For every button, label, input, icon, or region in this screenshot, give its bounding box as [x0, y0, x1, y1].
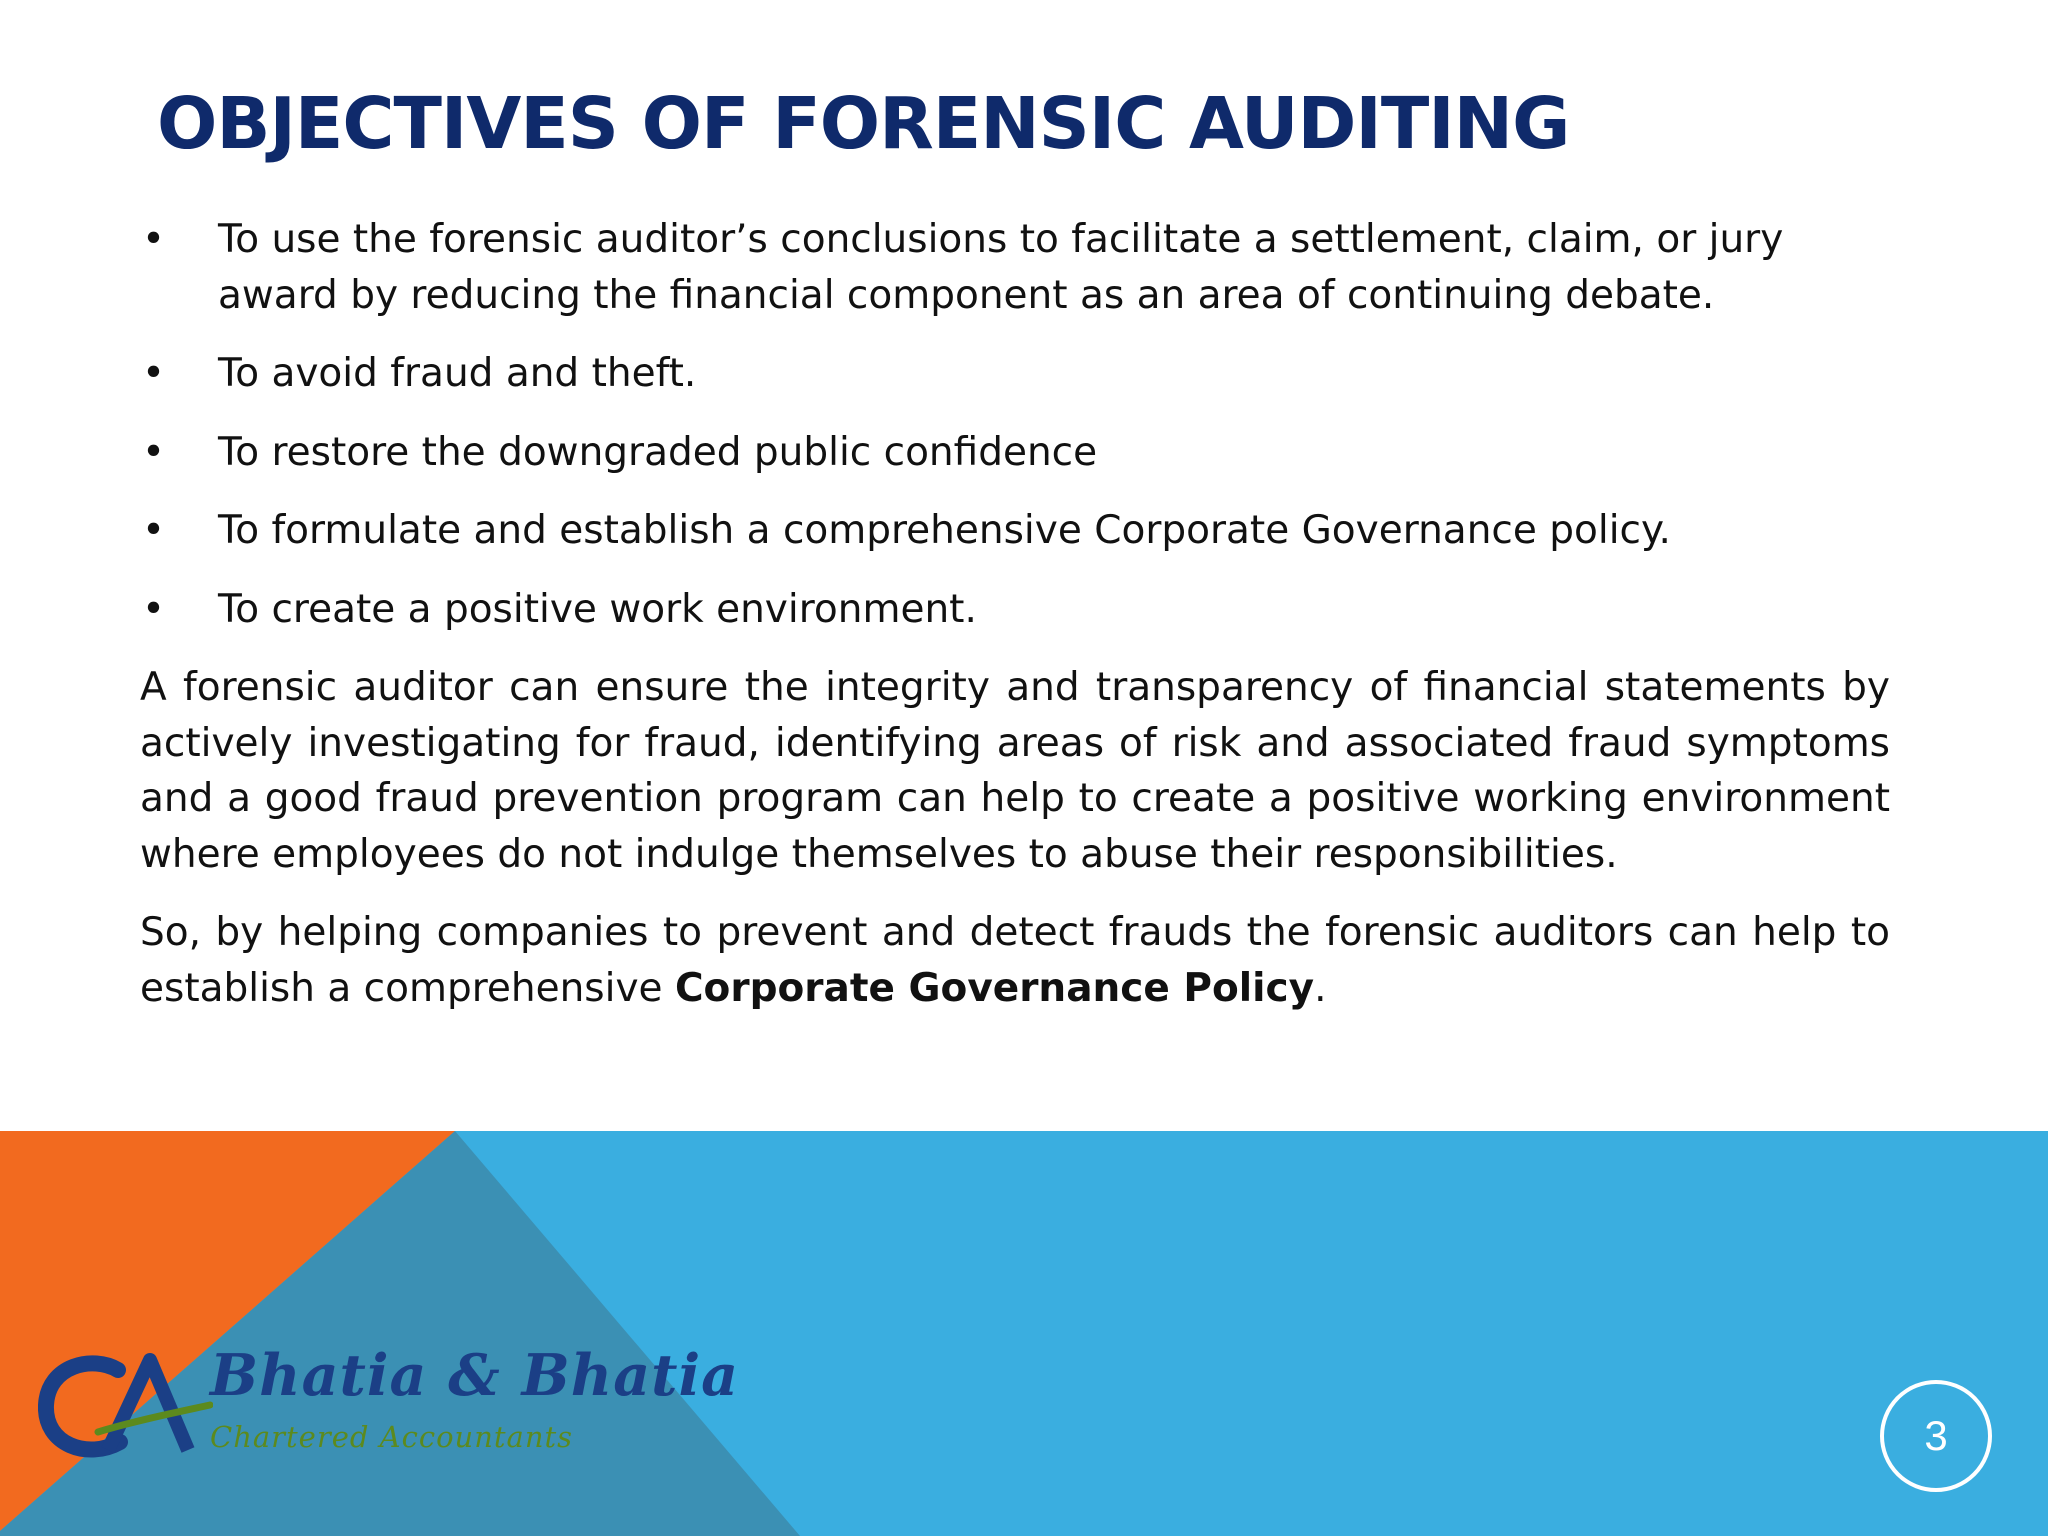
bullet-icon: •: [142, 586, 166, 632]
bullet-item: [140, 346, 1890, 402]
bullet-text: To restore the downgraded public confidence: [218, 429, 1098, 475]
paragraph-conclusion: [140, 905, 1890, 1016]
paragraph-integrity: A forensic auditor can ensure the integrity and transparency of financial statements by actively investigating for fraud, identifying areas of risk and associated fraud symptoms and a good fraud prevention program can help to create a positive working environment where employees do not indulge themselves to abuse their responsibilities.: [140, 665, 1890, 877]
bullet-item: [140, 425, 1890, 481]
company-logo: [38, 1342, 740, 1470]
bullet-item: [140, 582, 1890, 638]
bullet-icon: •: [142, 217, 166, 262]
paragraph-conclusion-text: So, by helping companies to prevent and detect frauds the forensic auditors can help to establish a comprehensive: [140, 910, 1890, 1011]
bullet-icon: •: [142, 351, 166, 396]
bullet-item: [140, 212, 1890, 323]
logo-subtitle: Chartered Accountants: [210, 1420, 574, 1454]
paragraph-conclusion-bold: Corporate Governance Policy: [674, 965, 1315, 1011]
bullet-item: [140, 503, 1890, 559]
ca-logo-icon: [38, 1350, 213, 1470]
bullet-text: To avoid fraud and theft.: [218, 351, 697, 396]
bullet-text: To create a positive work environment.: [218, 586, 977, 632]
bullet-icon: •: [142, 429, 166, 475]
bullet-icon: •: [142, 508, 166, 553]
bullet-list: [140, 212, 1890, 637]
slide-title: OBJECTIVES OF FORENSIC AUDITING: [157, 82, 1570, 165]
page-number: 3: [1880, 1380, 1992, 1492]
footer-graphic: [0, 1131, 2048, 1536]
bullet-text: To use the forensic auditor’s conclusions to facilitate a settlement, claim, or jury award by reducing the financial component as an area of continuing debate.: [218, 217, 1784, 318]
footer-band: [0, 1131, 2048, 1536]
bullet-text: To formulate and establish a comprehensive Corporate Governance policy.: [218, 508, 1671, 553]
paragraph-conclusion-end: .: [1314, 965, 1327, 1011]
slide-content: [140, 212, 1890, 1039]
logo-name: Bhatia & Bhatia: [210, 1342, 740, 1409]
